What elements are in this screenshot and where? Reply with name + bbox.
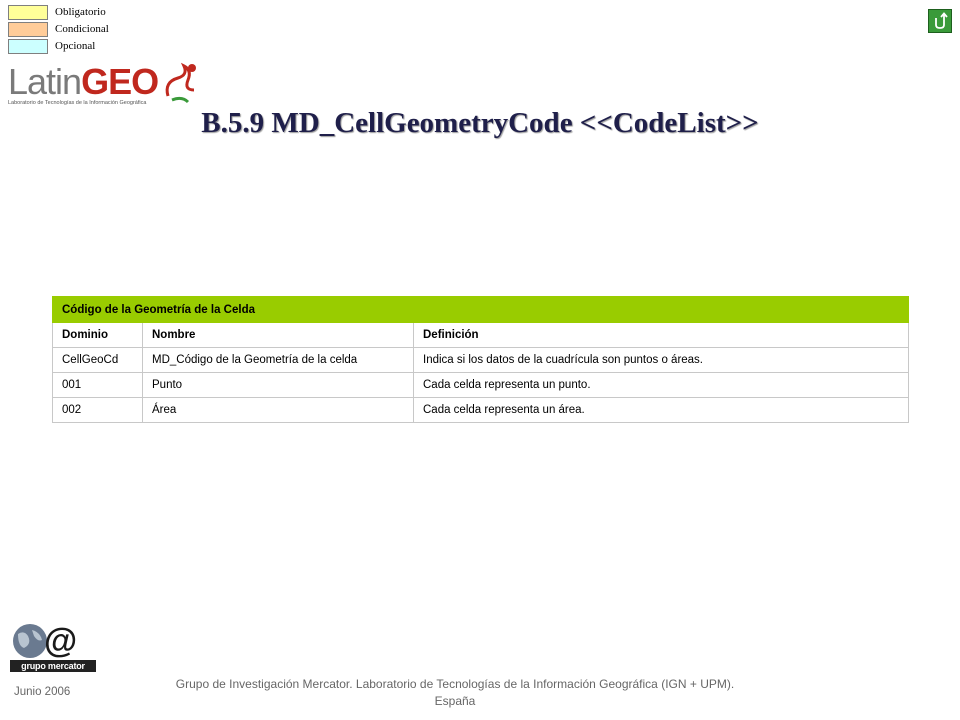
table-caption: Código de la Geometría de la Celda [53, 297, 909, 323]
return-icon[interactable] [928, 9, 952, 33]
swatch-obligatorio [8, 5, 48, 20]
latingeo-logo [6, 58, 206, 112]
logo-subtitle: Laboratorio de Tecnologías de la Información Geográfica [8, 100, 147, 106]
cell-definicion: Indica si los datos de la cuadrícula son puntos o áreas. [414, 348, 909, 373]
u-turn-arrow-icon [931, 12, 949, 30]
legend-label: Opcional [55, 40, 96, 52]
footer-credit [140, 676, 770, 710]
cell-dominio: 001 [53, 373, 143, 398]
footer-credit-line2: España [434, 694, 476, 708]
legend-label: Condicional [55, 23, 109, 35]
cell-definicion: Cada celda representa un área. [414, 398, 909, 423]
table-header-row [53, 323, 909, 348]
column-header-definicion: Definición [414, 323, 909, 348]
swatch-opcional [8, 39, 48, 54]
legend-row-condicional [8, 21, 109, 37]
legend-row-opcional [8, 38, 109, 54]
cell-dominio: 002 [53, 398, 143, 423]
column-header-dominio: Dominio [53, 323, 143, 348]
legend-row-obligatorio [8, 4, 109, 20]
cell-nombre: Punto [143, 373, 414, 398]
grupo-mercator-logo [10, 622, 96, 678]
cell-nombre: Área [143, 398, 414, 423]
page-title: B.5.9 MD_CellGeometryCode <<CodeList>> [201, 107, 759, 139]
cell-definicion: Cada celda representa un punto. [414, 373, 909, 398]
table-row [53, 398, 909, 423]
footer-date: Junio 2006 [14, 686, 71, 698]
grupo-mercator-label: grupo mercator [10, 660, 96, 672]
column-header-nombre: Nombre [143, 323, 414, 348]
logo-latin: Latin [8, 61, 82, 102]
codelist-table [52, 296, 909, 423]
logo-wordmark [8, 61, 159, 102]
cell-dominio: CellGeoCd [53, 348, 143, 373]
footer-credit-line1: Grupo de Investigación Mercator. Laboratorio de Tecnologías de la Información Geográfica (IGN + UPM). [175, 677, 735, 691]
legend-label: Obligatorio [55, 6, 106, 18]
table-caption-row [53, 297, 909, 323]
cell-nombre: MD_Código de la Geometría de la celda [143, 348, 414, 373]
swatch-condicional [8, 22, 48, 37]
svg-text:@: @ [44, 622, 78, 660]
table-row [53, 348, 909, 373]
table-row [53, 373, 909, 398]
logo-swirl-icon [162, 60, 202, 104]
logo-geo: GEO [81, 61, 159, 102]
legend [8, 4, 109, 55]
globe-at-icon [10, 622, 96, 660]
